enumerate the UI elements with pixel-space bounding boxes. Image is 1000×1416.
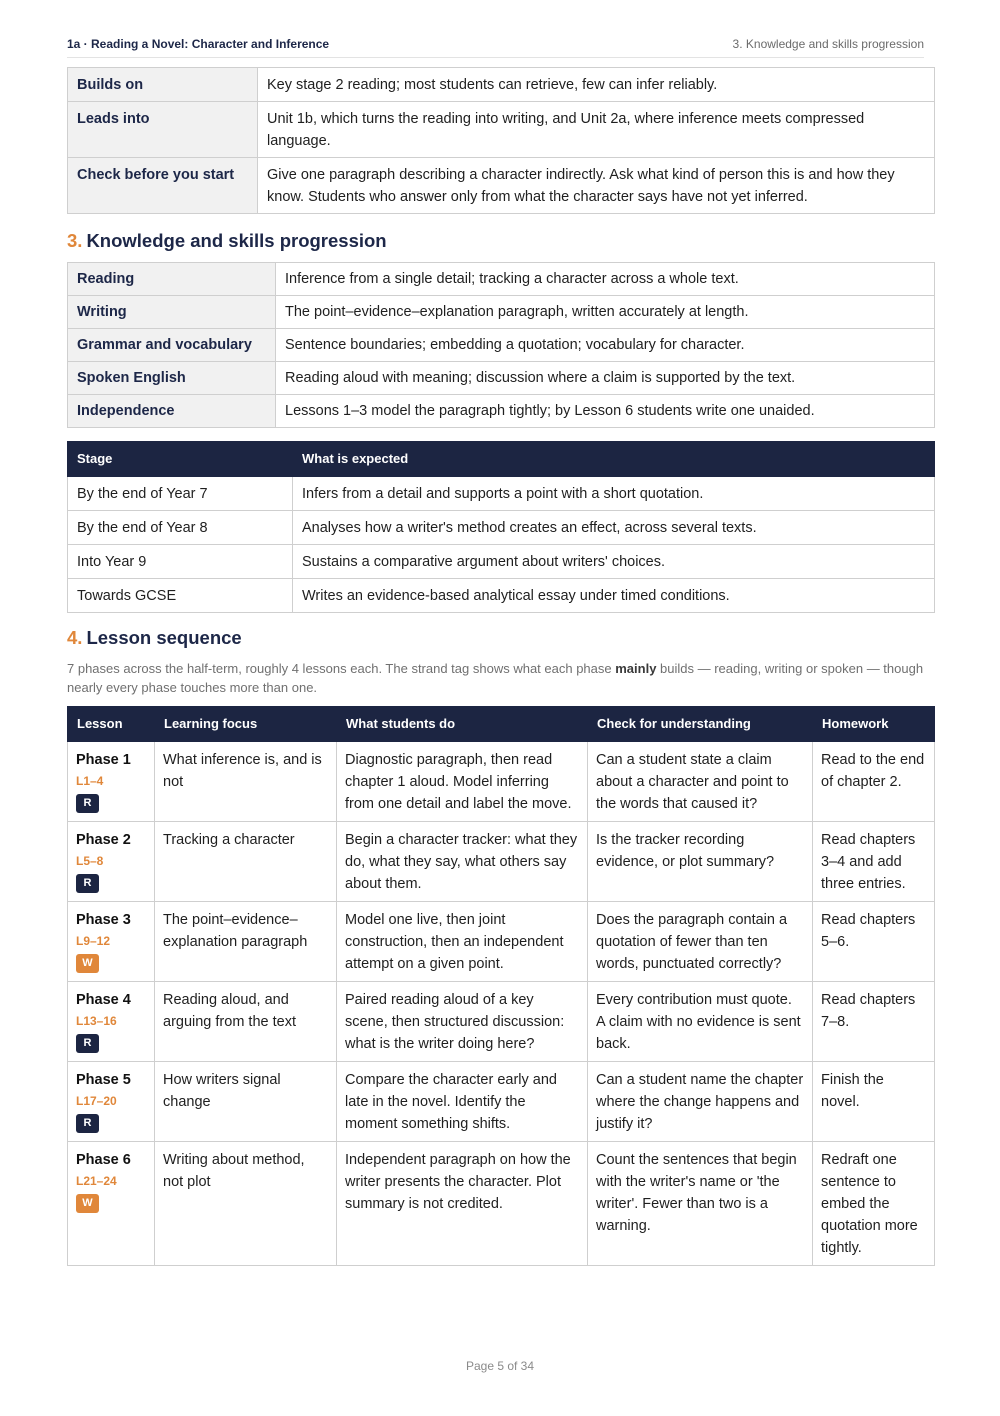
strand-text: Sentence boundaries; embedding a quotation; vocabulary for character.	[276, 329, 935, 362]
check-cell: Is the tracker recording evidence, or plot summary?	[588, 822, 813, 902]
column-header-homework: Homework	[813, 707, 935, 742]
row-text: Key stage 2 reading; most students can retrieve, few can infer reliably.	[258, 68, 935, 102]
phase-name: Phase 2	[76, 832, 131, 848]
phase-name: Phase 4	[76, 992, 131, 1008]
focus-cell: Tracking a character	[155, 822, 337, 902]
activity-cell: Diagnostic paragraph, then read chapter 1 aloud. Model inferring from one detail and label the move.	[337, 742, 588, 822]
column-header-check: Check for understanding	[588, 707, 813, 742]
lesson-range: L21–24	[76, 1174, 117, 1188]
page-number: Page 5 of 34	[465, 1359, 535, 1373]
focus-cell: Writing about method, not plot	[155, 1142, 337, 1266]
strand-label: Spoken English	[68, 362, 276, 395]
lesson-sequence-intro	[67, 659, 927, 697]
row-text: Unit 1b, which turns the reading into writing, and Unit 2a, where inference meets compressed language.	[258, 102, 935, 158]
table-row	[68, 579, 935, 613]
phase-name: Phase 1	[76, 752, 131, 768]
activity-cell: Compare the character early and late in the novel. Identify the moment something shifts.	[337, 1062, 588, 1142]
expected-cell: Sustains a comparative argument about writers' choices.	[293, 545, 935, 579]
stage-cell: Towards GCSE	[68, 579, 293, 613]
lesson-cell	[68, 822, 155, 902]
table-row	[68, 822, 935, 902]
column-header-stage: Stage	[68, 442, 293, 477]
expected-cell: Writes an evidence-based analytical essay under timed conditions.	[293, 579, 935, 613]
section-title: Lesson sequence	[86, 627, 242, 648]
lesson-cell	[68, 742, 155, 822]
column-header-focus: Learning focus	[155, 707, 337, 742]
activity-cell: Paired reading aloud of a key scene, then structured discussion: what is the writer doing here?	[337, 982, 588, 1062]
check-cell: Does the paragraph contain a quotation of fewer than ten words, punctuated correctly?	[588, 902, 813, 982]
check-cell: Can a student name the chapter where the change happens and justify it?	[588, 1062, 813, 1142]
lesson-cell	[68, 1062, 155, 1142]
row-text: Give one paragraph describing a character indirectly. Ask what kind of person this is and how they know. Students who answer only from what the character says have not yet inferred.	[258, 158, 935, 214]
stage-cell: Into Year 9	[68, 545, 293, 579]
phase-name: Phase 3	[76, 912, 131, 928]
table-row	[68, 511, 935, 545]
lesson-range: L5–8	[76, 854, 104, 868]
table-header-row	[68, 442, 935, 477]
strand-tag: R	[76, 1114, 99, 1133]
row-label: Check before you start	[68, 158, 258, 214]
focus-cell: The point–evidence–explanation paragraph	[155, 902, 337, 982]
strand-text: The point–evidence–explanation paragraph, written accurately at length.	[276, 296, 935, 329]
row-label: Builds on	[68, 68, 258, 102]
table-row	[68, 362, 935, 395]
column-header-expected: What is expected	[293, 442, 935, 477]
activity-cell: Begin a character tracker: what they do, what they say, what others say about them.	[337, 822, 588, 902]
table-row	[68, 68, 935, 102]
table-row	[68, 477, 935, 511]
strand-tag: W	[76, 954, 99, 973]
section-heading-skills	[67, 230, 387, 252]
stage-expectations-table	[67, 441, 935, 613]
section-number: 3.	[67, 230, 83, 251]
check-cell: Can a student state a claim about a character and point to the words that caused it?	[588, 742, 813, 822]
homework-cell: Redraft one sentence to embed the quotation more tightly.	[813, 1142, 935, 1266]
table-row	[68, 1062, 935, 1142]
homework-cell: Finish the novel.	[813, 1062, 935, 1142]
homework-cell: Read chapters 5–6.	[813, 902, 935, 982]
homework-cell: Read to the end of chapter 2.	[813, 742, 935, 822]
section-heading-lessons	[67, 627, 242, 649]
homework-cell: Read chapters 7–8.	[813, 982, 935, 1062]
table-row	[68, 329, 935, 362]
intro-text: 7 phases across the half-term, roughly 4 lessons each. The strand tag shows what each phase	[67, 661, 616, 676]
lesson-range: L1–4	[76, 774, 104, 788]
strand-tag: W	[76, 1194, 99, 1213]
strand-label: Writing	[68, 296, 276, 329]
table-row	[68, 296, 935, 329]
strand-text: Reading aloud with meaning; discussion where a claim is supported by the text.	[276, 362, 935, 395]
table-row	[68, 263, 935, 296]
table-row	[68, 545, 935, 579]
table-row	[68, 902, 935, 982]
table-row	[68, 1142, 935, 1266]
column-header-do: What students do	[337, 707, 588, 742]
focus-cell: What inference is, and is not	[155, 742, 337, 822]
table-row	[68, 982, 935, 1062]
lesson-range: L9–12	[76, 934, 111, 948]
table-row	[68, 742, 935, 822]
strand-label: Grammar and vocabulary	[68, 329, 276, 362]
expected-cell: Infers from a detail and supports a point with a short quotation.	[293, 477, 935, 511]
lesson-sequence-table	[67, 706, 935, 1266]
table-row	[68, 158, 935, 214]
running-header	[67, 37, 924, 58]
strand-text: Lessons 1–3 model the paragraph tightly; by Lesson 6 students write one unaided.	[276, 395, 935, 428]
phase-name: Phase 6	[76, 1152, 131, 1168]
lesson-range: L17–20	[76, 1094, 117, 1108]
table-header-row	[68, 707, 935, 742]
prerequisites-table	[67, 67, 935, 214]
lesson-cell	[68, 982, 155, 1062]
expected-cell: Analyses how a writer's method creates an effect, across several texts.	[293, 511, 935, 545]
skills-progression-table	[67, 262, 935, 428]
document-title: 1a · Reading a Novel: Character and Inference	[67, 37, 330, 51]
phase-name: Phase 5	[76, 1072, 131, 1088]
check-cell: Count the sentences that begin with the writer's name or 'the writer'. Fewer than two is a warning.	[588, 1142, 813, 1266]
lesson-cell	[68, 902, 155, 982]
column-header-lesson: Lesson	[68, 707, 155, 742]
strand-tag: R	[76, 874, 99, 893]
lesson-cell	[68, 1142, 155, 1266]
intro-emphasis: mainly	[615, 661, 657, 676]
stage-cell: By the end of Year 7	[68, 477, 293, 511]
focus-cell: How writers signal change	[155, 1062, 337, 1142]
strand-text: Inference from a single detail; tracking a character across a whole text.	[276, 263, 935, 296]
stage-cell: By the end of Year 8	[68, 511, 293, 545]
lesson-range: L13–16	[76, 1014, 117, 1028]
strand-label: Reading	[68, 263, 276, 296]
strand-tag: R	[76, 794, 99, 813]
intro-text: builds — reading, writing or spoken — though nearly every phase touches more than one.	[67, 661, 924, 695]
activity-cell: Independent paragraph on how the writer presents the character. Plot summary is not credited.	[337, 1142, 588, 1266]
section-number: 4.	[67, 627, 83, 648]
strand-tag: R	[76, 1034, 99, 1053]
section-title: Knowledge and skills progression	[86, 230, 387, 251]
table-row	[68, 395, 935, 428]
section-reference: 3. Knowledge and skills progression	[732, 37, 924, 51]
activity-cell: Model one live, then joint construction, then an independent attempt on a given point.	[337, 902, 588, 982]
table-row	[68, 102, 935, 158]
check-cell: Every contribution must quote. A claim with no evidence is sent back.	[588, 982, 813, 1062]
focus-cell: Reading aloud, and arguing from the text	[155, 982, 337, 1062]
homework-cell: Read chapters 3–4 and add three entries.	[813, 822, 935, 902]
row-label: Leads into	[68, 102, 258, 158]
strand-label: Independence	[68, 395, 276, 428]
